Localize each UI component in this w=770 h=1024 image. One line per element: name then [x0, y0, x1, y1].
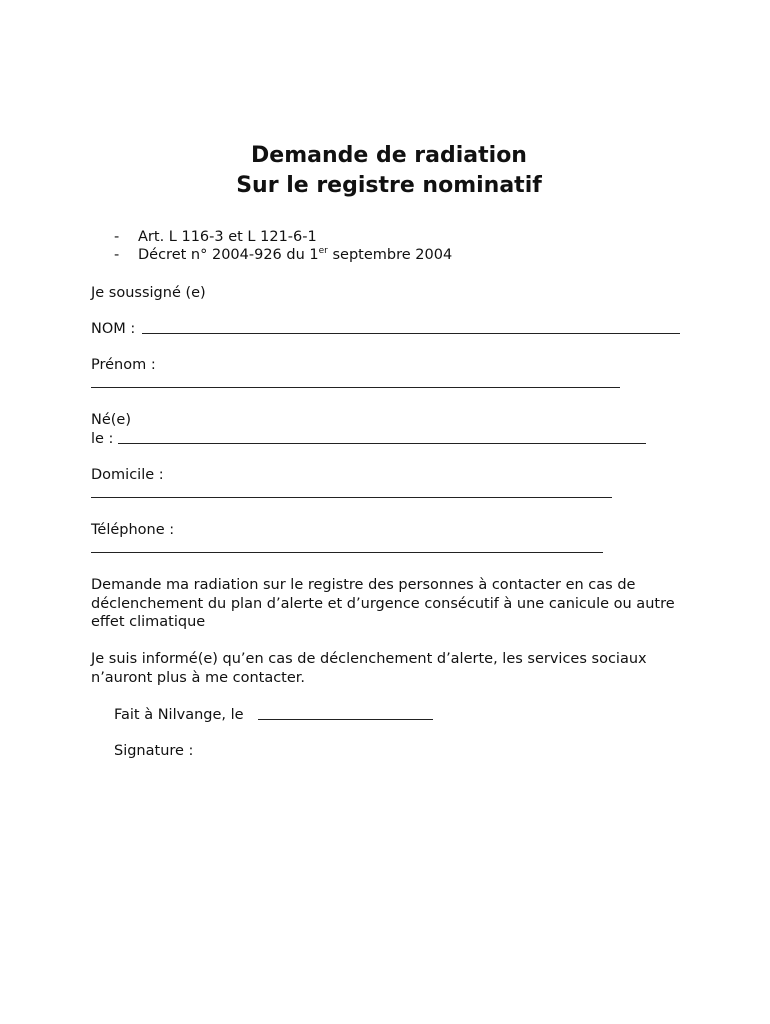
reference-superscript: er [318, 246, 328, 256]
nom-label: NOM : [91, 321, 136, 337]
fait-a-label: Fait à Nilvange, le [114, 707, 244, 723]
intro-text: Je soussigné (e) [91, 285, 206, 301]
document-title-line1: Demande de radiation [251, 143, 527, 168]
telephone-field-line[interactable] [91, 552, 603, 553]
document-title-line2: Sur le registre nominatif [236, 173, 542, 198]
nom-field-line[interactable] [142, 333, 680, 334]
telephone-label: Téléphone : [91, 522, 175, 538]
radiation-request-paragraph: Demande ma radiation sur le registre des personnes à contacter en cas de déclenchement du plan d’alerte et d’urgence consécutif à une canicule ou autre effet climatique [91, 577, 675, 630]
prenom-label: Prénom : [91, 357, 156, 373]
domicile-label: Domicile : [91, 467, 164, 483]
prenom-field-line[interactable] [91, 387, 620, 388]
date-naissance-field-line[interactable] [118, 443, 646, 444]
reference-dash: - [114, 229, 120, 245]
reference-dash: - [114, 247, 120, 263]
date-signature-field-line[interactable] [258, 719, 433, 720]
domicile-field-line[interactable] [91, 497, 612, 498]
reference-text-before: Décret n° 2004-926 du 1 [138, 247, 319, 263]
signature-label: Signature : [114, 743, 194, 759]
reference-text-after: septembre 2004 [327, 247, 453, 263]
information-paragraph: Je suis informé(e) qu’en cas de déclenchement d’alerte, les services sociaux n’auront plus à me contacter. [91, 651, 647, 686]
reference-text [138, 246, 452, 264]
le-label: le : [91, 431, 114, 447]
ne-label: Né(e) [91, 412, 132, 428]
reference-text: Art. L 116-3 et L 121-6-1 [138, 229, 317, 245]
